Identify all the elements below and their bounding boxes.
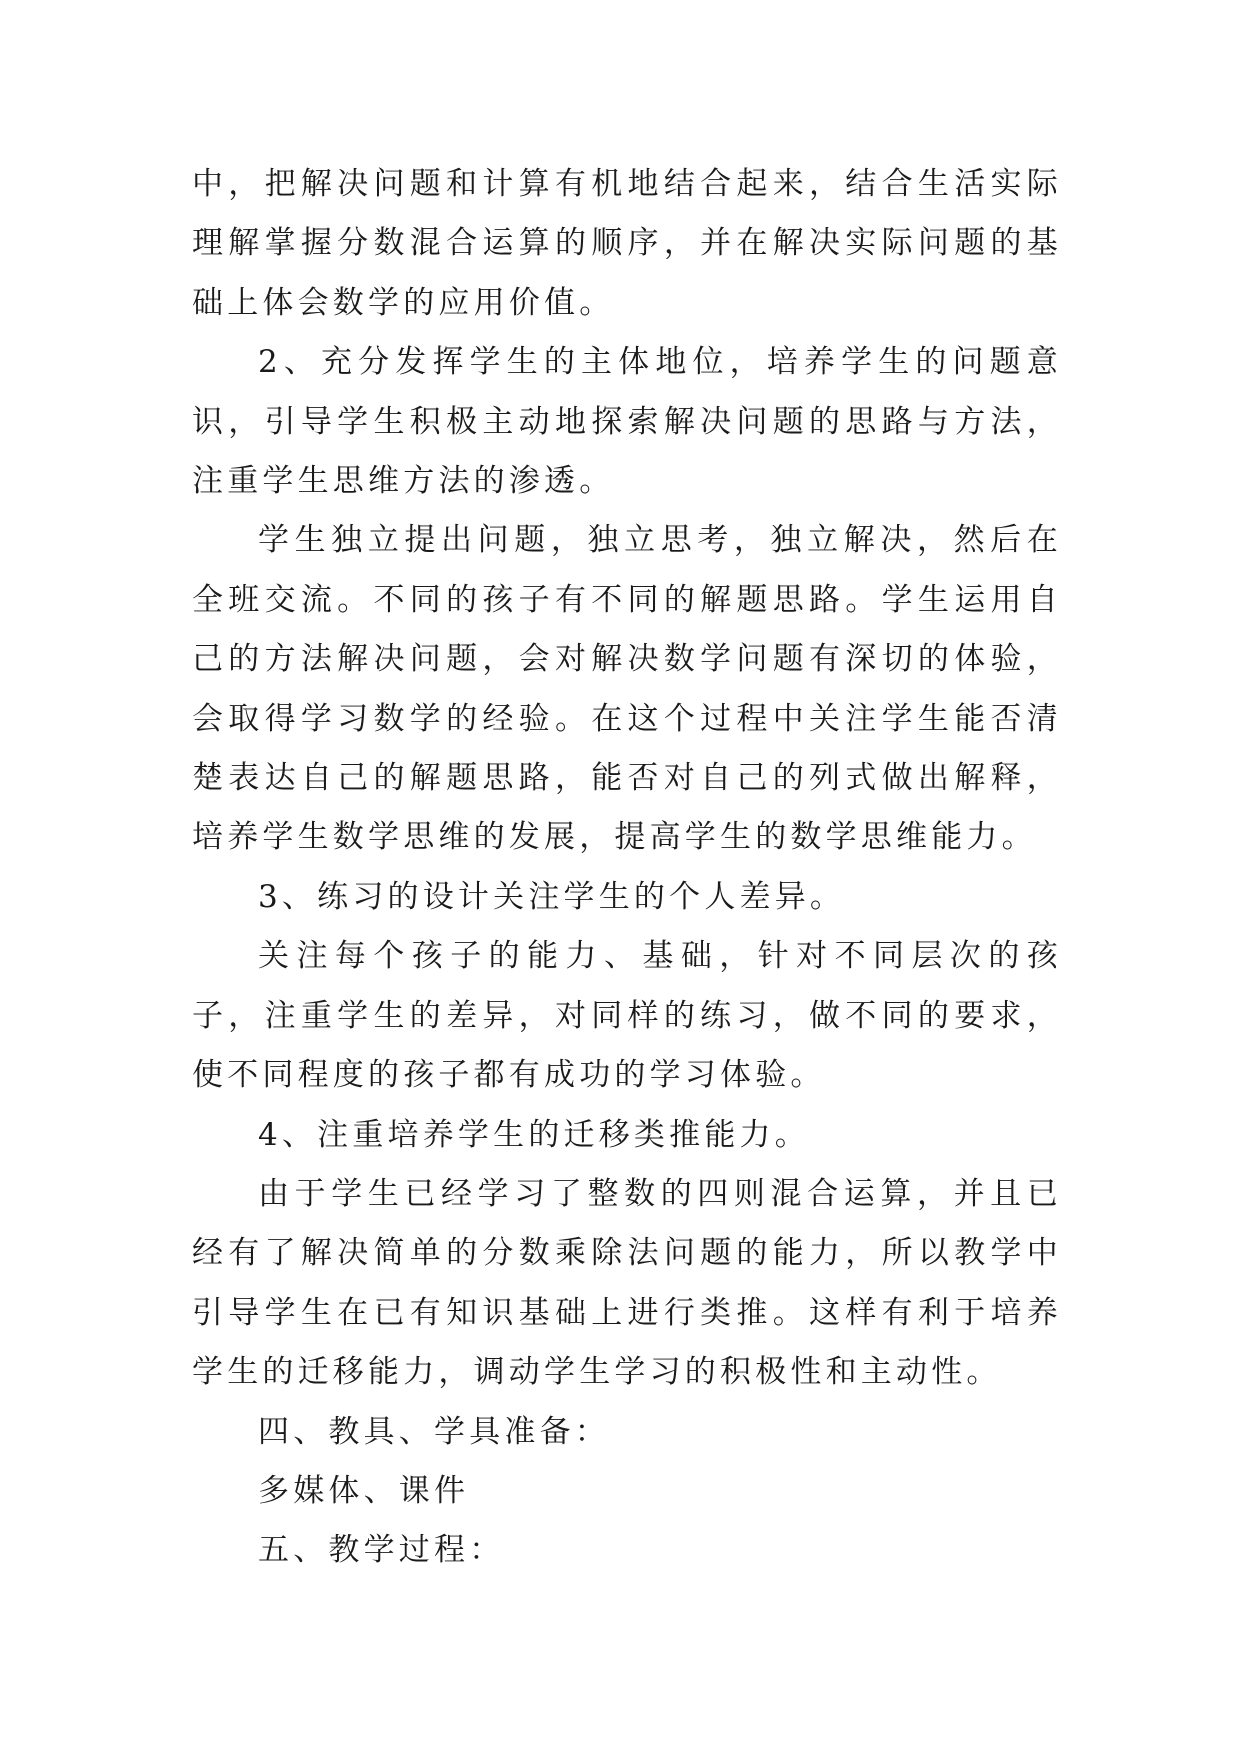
paragraph-point-4-detail: 由于学生已经学习了整数的四则混合运算，并且已经有了解决简单的分数乘除法问题的能力，所以教学中引导学生在已有知识基础上进行类推。这样有利于培养学生的迁移能力，调动学生学习的积极性和主动性。 <box>192 1175 1062 1391</box>
section-heading-materials: 四、教具、学具准备： <box>258 1413 610 1450</box>
paragraph-point-2-detail: 学生独立提出问题，独立思考，独立解决，然后在全班交流。不同的孩子有不同的解题思路。学生运用自己的方法解决问题，会对解决数学问题有深切的体验，会取得学习数学的经验。在这个过程中关注学生能否清楚表达自己的解题思路，能否对自己的列式做出解释，培养学生数学思维的发展，提高学生的数学思维能力。 <box>192 522 1062 856</box>
section-heading-process: 五、教学过程： <box>258 1532 505 1569</box>
paragraph-materials: 多媒体、课件 <box>258 1472 470 1509</box>
document-body <box>192 155 1062 1581</box>
paragraph-point-2: 2、充分发挥学生的主体地位，培养学生的问题意识，引导学生积极主动地探索解决问题的思路与方法，注重学生思维方法的渗透。 <box>192 344 1062 500</box>
paragraph-point-4: 4、注重培养学生的迁移类推能力。 <box>258 1116 810 1153</box>
paragraph-continuation: 中，把解决问题和计算有机地结合起来，结合生活实际理解掌握分数混合运算的顺序，并在解决实际问题的基础上体会数学的应用价值。 <box>192 166 1062 321</box>
paragraph-point-3-detail: 关注每个孩子的能力、基础，针对不同层次的孩子，注重学生的差异，对同样的练习，做不同的要求，使不同程度的孩子都有成功的学习体验。 <box>192 938 1062 1094</box>
paragraph-point-3: 3、练习的设计关注学生的个人差异。 <box>258 878 846 915</box>
